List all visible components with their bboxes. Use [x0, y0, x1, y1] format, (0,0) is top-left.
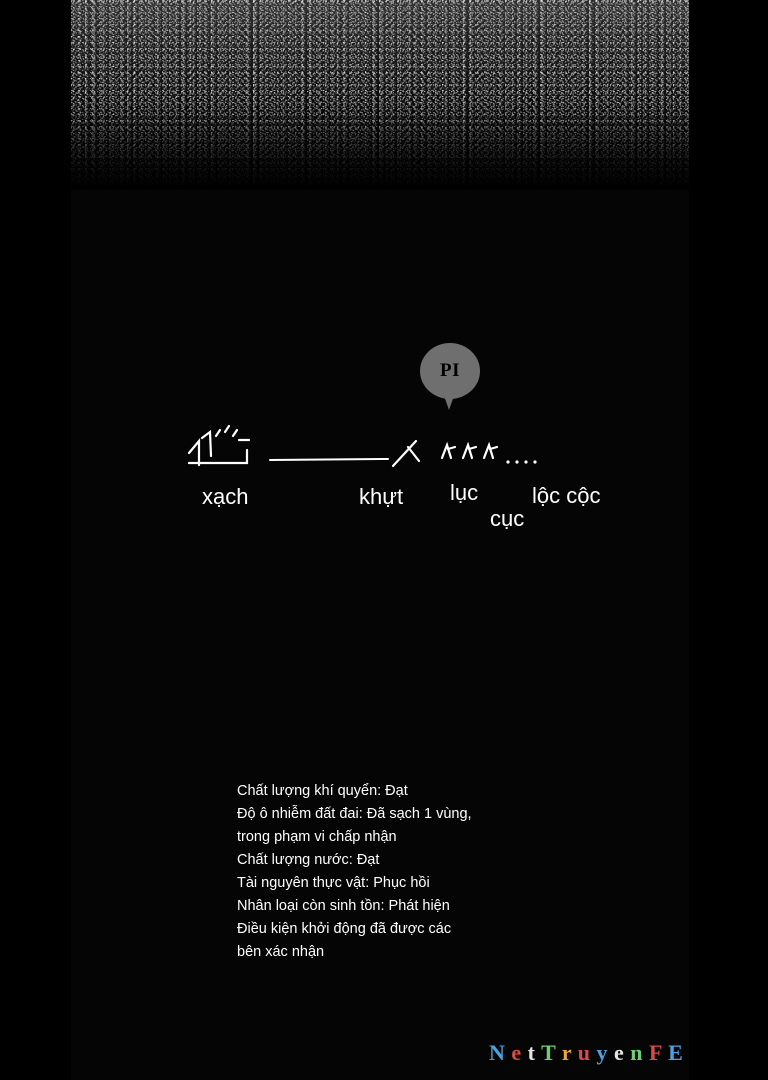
- sfx-label-xach: xạch: [202, 484, 249, 509]
- watermark-letter: u: [577, 1040, 591, 1065]
- report-line: Chất lượng nước: Đạt: [237, 852, 380, 868]
- right-gutter: [689, 0, 768, 1080]
- sfx-label-khut: khựt: [359, 484, 404, 509]
- report-line: Nhân loại còn sinh tồn: Phát hiện: [237, 898, 450, 914]
- report-line: Độ ô nhiễm đất đai: Đã sạch 1 vùng,: [237, 806, 472, 822]
- left-gutter: [0, 0, 71, 1080]
- watermark-letter: T: [541, 1040, 556, 1065]
- speech-bubble-label: PI: [440, 360, 460, 381]
- speech-bubble-tail: [443, 393, 455, 410]
- noise-fade-overlay: [71, 100, 689, 190]
- report-line: Tài nguyên thực vật: Phục hồi: [237, 875, 430, 891]
- watermark-letter: e: [614, 1040, 625, 1065]
- watermark-letter: N: [489, 1040, 506, 1065]
- watermark-letter: y: [596, 1040, 608, 1065]
- watermark-letter: F: [649, 1040, 663, 1065]
- comic-panel: [71, 0, 689, 1080]
- watermark-letter: t: [527, 1040, 536, 1065]
- report-line: bên xác nhận: [237, 944, 325, 960]
- report-line: trong phạm vi chấp nhận: [237, 829, 397, 845]
- site-watermark: [489, 1040, 683, 1066]
- sfx-label-loc-coc: lộc cộc: [532, 483, 601, 508]
- watermark-letter: E: [668, 1040, 684, 1065]
- watermark-letter: e: [511, 1040, 522, 1065]
- speech-bubble-pi: [420, 343, 480, 399]
- sfx-label-luc: lục: [450, 480, 479, 505]
- watermark-letter: r: [561, 1040, 572, 1065]
- watermark-letter: n: [630, 1040, 644, 1065]
- report-line: Điều kiện khởi động đã được các: [237, 921, 452, 937]
- sfx-label-cuc: cục: [490, 506, 525, 531]
- status-report-text: [237, 780, 557, 964]
- report-line: Chất lượng khí quyển: Đạt: [237, 783, 408, 799]
